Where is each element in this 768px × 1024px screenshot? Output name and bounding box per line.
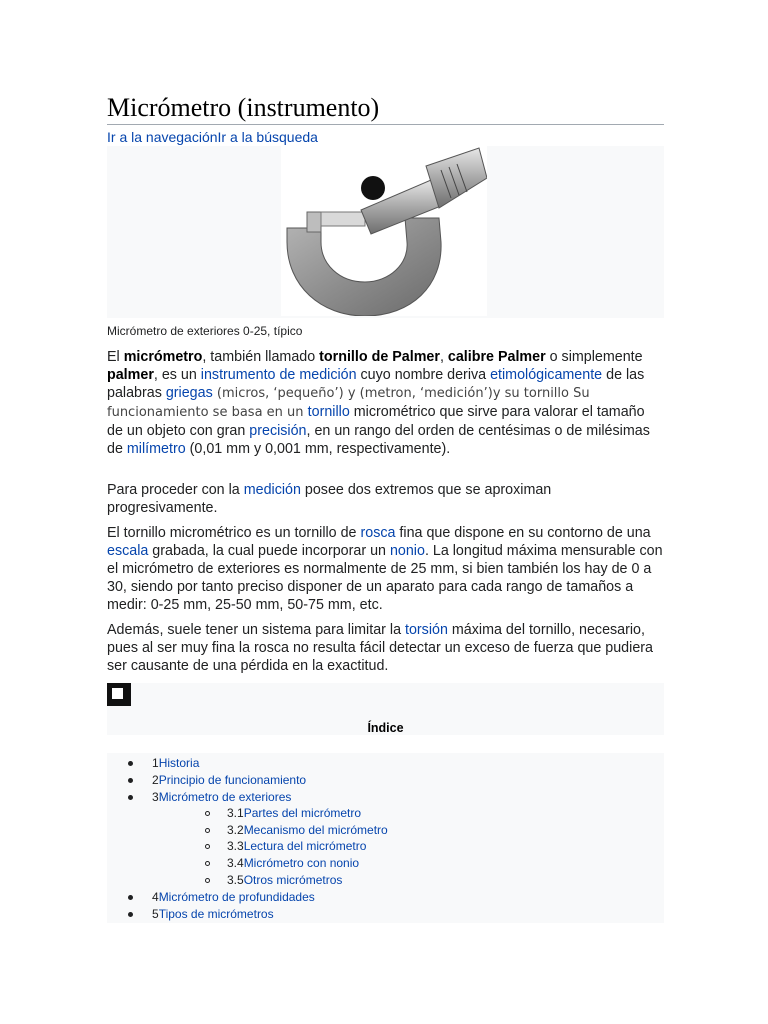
page-title: Micrómetro (instrumento) — [107, 92, 664, 125]
text: cuyo nombre deriva — [356, 367, 491, 383]
paragraph-intro — [107, 348, 664, 458]
toc-label: Lectura del micrómetro — [243, 839, 367, 853]
toc-label: Tipos de micrómetros — [158, 907, 274, 921]
circle-bullet-icon — [205, 878, 210, 883]
text: , en un rango del orden de centésimas o de milésimas de — [107, 423, 650, 457]
toc-item-exteriores[interactable] — [152, 789, 291, 805]
text: grabada, la cual puede incorporar un — [148, 543, 390, 559]
toc-number: 2 — [152, 773, 159, 787]
link-milimetro[interactable]: milímetro — [126, 441, 186, 457]
toc-item-nonio[interactable] — [227, 855, 359, 871]
figure-caption: Micrómetro de exteriores 0-25, típico — [107, 324, 303, 338]
bullet-icon — [128, 895, 133, 900]
micrometer-image[interactable] — [281, 146, 487, 316]
text: , también llamado — [202, 349, 320, 365]
toc-item-otros[interactable] — [227, 872, 342, 888]
text: máxima del tornillo, necesario, pues al ser muy fina la rosca no resulta fácil detectar un exceso de fuerza que pudiera ser causante de una pérdida en la exactitud. — [107, 622, 653, 674]
toc-item-historia[interactable] — [152, 755, 199, 771]
bullet-icon — [128, 795, 133, 800]
jump-to-search-link[interactable]: Ir a la búsqueda — [217, 129, 318, 145]
jump-to-navigation-link[interactable]: Ir a la navegación — [107, 129, 218, 145]
checkbox-icon — [112, 688, 123, 699]
circle-bullet-icon — [205, 828, 210, 833]
bullet-icon — [128, 761, 133, 766]
text: Para proceder con la — [107, 482, 244, 498]
toc-item-partes[interactable] — [227, 805, 361, 821]
micrometer-illustration — [281, 146, 487, 316]
text: Además, suele tener un sistema para limitar la — [107, 622, 405, 638]
toc-toggle-checkbox[interactable] — [107, 683, 131, 706]
toc-number: 3.4 — [227, 856, 244, 870]
toc-label: Micrómetro de profundidades — [158, 890, 315, 904]
text: . La longitud máxima mensurable con el micrómetro de exteriores es normalmente de 25 mm, si bien también los hay de 0 a 30, siendo por tanto preciso disponer de un aparato para cada rango de tamaños a medir: 0-25 mm, 25-50 mm, 50-75 mm, etc. — [107, 543, 663, 613]
link-precision[interactable]: precisión — [249, 423, 307, 439]
link-etimologicamente[interactable]: etimológicamente — [490, 367, 603, 383]
toc-number: 4 — [152, 890, 159, 904]
bold-term: palmer — [107, 367, 154, 383]
toc-number: 3.5 — [227, 873, 244, 887]
circle-bullet-icon — [205, 861, 210, 866]
link-medicion[interactable]: medición — [243, 482, 301, 498]
toc-list — [107, 753, 664, 923]
bold-term: tornillo de Palmer — [319, 349, 440, 365]
circle-bullet-icon — [205, 811, 210, 816]
bullet-icon — [128, 778, 133, 783]
bold-term: micrómetro — [123, 349, 203, 365]
link-instrumento-de-medicion[interactable]: instrumento de medición — [200, 367, 357, 383]
text: o simplemente — [545, 349, 643, 365]
paragraph-medicion — [107, 481, 664, 517]
text: fina que dispone en su contorno de una — [395, 525, 651, 541]
bullet-icon — [128, 912, 133, 917]
toc-label: Micrómetro de exteriores — [158, 790, 292, 804]
link-nonio[interactable]: nonio — [389, 543, 425, 559]
paragraph-tornillo — [107, 524, 664, 614]
text: El — [107, 349, 124, 365]
link-griegas[interactable]: griegas — [165, 385, 213, 401]
text: posee dos extremos que se aproximan progresivamente. — [107, 482, 552, 516]
toc-label: Partes del micrómetro — [243, 806, 362, 820]
text: de las palabras — [107, 367, 645, 401]
text: , — [439, 349, 448, 365]
paragraph-torsion — [107, 621, 664, 675]
circle-bullet-icon — [205, 844, 210, 849]
toc-number: 3 — [152, 790, 159, 804]
toc-label: Otros micrómetros — [243, 873, 343, 887]
toc-number: 3.1 — [227, 806, 244, 820]
toc-label: Mecanismo del micrómetro — [243, 823, 388, 837]
jump-links — [107, 128, 318, 146]
toc-item-tipos[interactable] — [152, 906, 274, 922]
link-torsion[interactable]: torsión — [405, 622, 448, 638]
text: (0,01 mm y 0,001 mm, respectivamente). — [185, 441, 451, 457]
toc-item-lectura[interactable] — [227, 838, 366, 854]
toc-number: 1 — [152, 756, 159, 770]
bold-term: calibre Palmer — [447, 349, 546, 365]
text: y su tornillo Su funcionamiento se basa en un — [107, 386, 590, 420]
link-escala[interactable]: escala — [107, 543, 149, 559]
toc-number: 3.2 — [227, 823, 244, 837]
greek-etymology: (micros, ‘pequeño’) y (metron, ‘medición’) — [212, 386, 493, 401]
toc-number: 3.3 — [227, 839, 244, 853]
toc-label: Principio de funcionamiento — [158, 773, 307, 787]
text: micrométrico que sirve para valorar el tamaño de un objeto con gran — [107, 404, 645, 439]
text: El tornillo micrométrico es un tornillo de — [107, 525, 361, 541]
toc-label: Historia — [158, 756, 200, 770]
text: , es un — [153, 367, 201, 383]
toc-label: Micrómetro con nonio — [243, 856, 360, 870]
toc-item-principio[interactable] — [152, 772, 306, 788]
toc-item-profundidades[interactable] — [152, 889, 315, 905]
toc-title: Índice — [367, 721, 404, 735]
toc-number: 5 — [152, 907, 159, 921]
toc-item-mecanismo[interactable] — [227, 822, 388, 838]
link-rosca[interactable]: rosca — [360, 525, 396, 541]
link-tornillo[interactable]: tornillo — [307, 404, 350, 420]
